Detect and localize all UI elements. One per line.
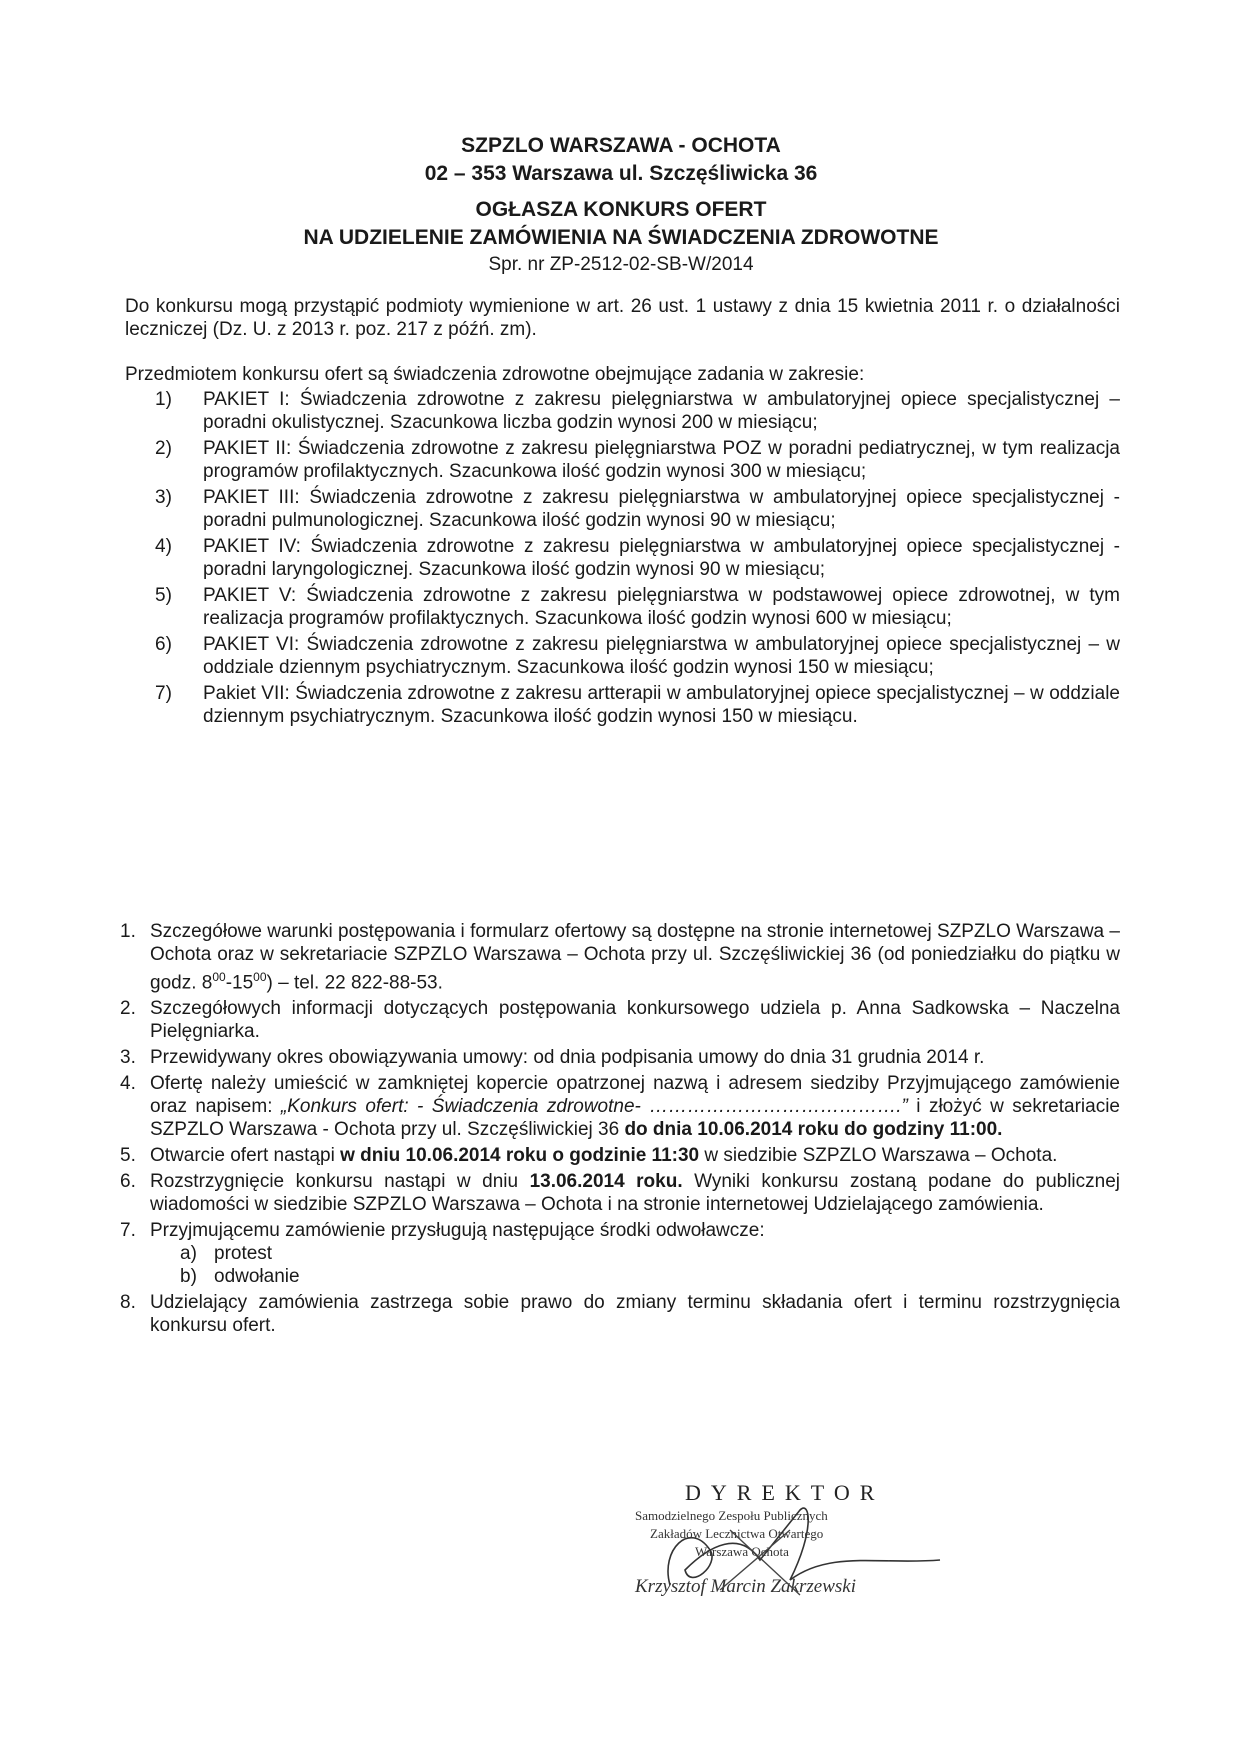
rule-number: 7. [120, 1220, 136, 1242]
institution-name: SZPZLO WARSZAWA - OCHOTA [461, 134, 781, 157]
rule-text: Przyjmującemu zamówienie przysługują następujące środki odwoławcze: [150, 1220, 765, 1242]
rule-text: Przewidywany okres obowiązywania umowy: od dnia podpisania umowy do dnia 31 grudnia 2014 r. [150, 1047, 985, 1069]
institution-address: 02 – 353 Warszawa ul. Szczęśliwicka 36 [424, 162, 818, 185]
package-text: PAKIET VI: Świadczenia zdrowotne z zakresu pielęgniarstwa w ambulatoryjnej opiece specjalistycznej – w oddziale dziennym psychiatrycznym. Szacunkowa ilość godzin wynosi 150 w miesiącu; [203, 634, 1120, 678]
header-announcement [0, 196, 1242, 252]
package-number: 1) [155, 389, 172, 410]
rule-number: 2. [120, 998, 136, 1020]
opening-date: w dniu 10.06.2014 roku o godzinie 11:30 [340, 1145, 700, 1167]
appeal-letter: a) [180, 1243, 197, 1265]
package-list [125, 388, 1120, 731]
rule-number: 3. [120, 1047, 136, 1069]
package-text: PAKIET IV: Świadczenia zdrowotne z zakresu pielęgniarstwa w ambulatoryjnej opiece specjalistycznej -poradni laryngologicznej. Szacunkowa ilość godzin wynosi 90 w miesiącu; [203, 536, 1120, 580]
subject-intro: Przedmiotem konkursu ofert są świadczenia zdrowotne obejmujące zadania w zakresie: [125, 364, 865, 385]
rule-text: i złożyć w sekretariacie SZPZLO Warszawa - Ochota przy ul. Szczęśliwickiej 36 [150, 1096, 1120, 1141]
package-number: 2) [155, 438, 172, 459]
package-number: 4) [155, 536, 172, 557]
package-number: 7) [155, 683, 172, 704]
header-institution [0, 132, 1242, 188]
case-reference: Spr. nr ZP-2512-02-SB-W/2014 [488, 254, 754, 275]
package-text: PAKIET II: Świadczenia zdrowotne z zakresu pielęgniarstwa POZ w poradni pediatrycznej, w tym realizacja programów profilaktycznych. Szacunkowa ilość godzin wynosi 300 w miesiącu; [203, 438, 1120, 482]
rule-text: ) – tel. 22 822-88-53. [266, 972, 443, 994]
package-text: Pakiet VII: Świadczenia zdrowotne z zakresu artterapii w ambulatoryjnej opiece specjalistycznej – w oddziale dziennym psychiatrycznym. Szacunkowa ilość godzin wynosi 150 w miesiącu. [203, 683, 1120, 727]
package-text: PAKIET III: Świadczenia zdrowotne z zakresu pielęgniarstwa w ambulatoryjnej opiece specjalistycznej -poradni pulmunologicznej. Szacunkowa ilość godzin wynosi 90 w miesiącu; [203, 487, 1120, 531]
rule-text: -15 [225, 972, 254, 994]
envelope-label: „Konkurs ofert: - Świadczenia zdrowotne- ………………………………….” [280, 1096, 908, 1118]
resolution-date: 13.06.2014 roku. [529, 1171, 683, 1193]
hour-superscript: 00 [212, 970, 226, 984]
package-number: 5) [155, 585, 172, 606]
appeal-item [180, 1242, 1120, 1265]
rule-number: 5. [120, 1145, 136, 1167]
stamp-line: Samodzielnego Zespołu Publicznych [635, 1508, 828, 1523]
package-number: 6) [155, 634, 172, 655]
rule-number: 6. [120, 1171, 136, 1193]
rule-number: 1. [120, 921, 136, 942]
rule-item [120, 1072, 1120, 1141]
package-text: PAKIET V: Świadczenia zdrowotne z zakresu pielęgniarstwa w podstawowej opiece zdrowotnej, w tym realizacja programów profilaktycznych. Szacunkowa ilość godzin wynosi 600 w miesiącu; [203, 585, 1120, 629]
package-item [125, 633, 1120, 679]
rule-text: Otwarcie ofert nastąpi [150, 1145, 341, 1167]
appeal-list [150, 1242, 1120, 1288]
appeal-letter: b) [180, 1266, 197, 1288]
stamp-title: DYREKTOR [685, 1480, 885, 1505]
stamp-line: Zakładów Lecznictwa Otwartego [650, 1526, 824, 1541]
package-item [125, 437, 1120, 483]
package-text: PAKIET I: Świadczenia zdrowotne z zakresu pielęgniarstwa w ambulatoryjnej opiece specjalistycznej – poradni okulistycznej. Szacunkowa liczba godzin wynosi 200 w miesiącu; [203, 389, 1120, 433]
rules-list [120, 920, 1120, 1340]
announcement-subtitle: NA UDZIELENIE ZAMÓWIENIA NA ŚWIADCZENIA ZDROWOTNE [303, 226, 939, 249]
package-item [125, 535, 1120, 581]
rule-item [120, 1144, 1120, 1167]
rule-text: Szczegółowe warunki postępowania i formularz ofertowy są dostępne na stronie internetowej SZPZLO Warszawa – Ochota oraz w sekretariacie SZPZLO Warszawa – Ochota przy ul. Szczęśliwickiej 36 (od poniedziałku do piątku w godz. 8 [150, 921, 1120, 994]
rule-text: Ofertę należy umieścić w zamkniętej kopercie opatrzonej nazwą i adresem siedziby Przyjmującego zamówienie oraz napisem: [150, 1073, 1120, 1118]
rule-item [120, 1170, 1120, 1216]
appeal-text: protest [214, 1243, 273, 1265]
package-number: 3) [155, 487, 172, 508]
rule-text: Wyniki konkursu zostaną podane do publicznej wiadomości w siedzibie SZPZLO Warszawa – Ochota i na stronie internetowej Udzielającego zamówienia. [150, 1171, 1120, 1216]
appeal-text: odwołanie [214, 1266, 300, 1288]
package-item [125, 486, 1120, 532]
rule-text: Szczegółowych informacji dotyczących postępowania konkursowego udziela p. Anna Sadkowska – Naczelna Pielęgniarka. [150, 998, 1120, 1043]
announcement-title: OGŁASZA KONKURS OFERT [475, 198, 767, 221]
hour-superscript: 00 [253, 970, 267, 984]
rule-item [120, 1219, 1120, 1288]
rule-text: Udzielający zamówienia zastrzega sobie prawo do zmiany terminu składania ofert i terminu rozstrzygnięcia konkursu ofert. [150, 1292, 1120, 1337]
rule-text: w siedzibie SZPZLO Warszawa – Ochota. [699, 1145, 1058, 1167]
rule-number: 8. [120, 1292, 136, 1314]
rule-item [120, 1291, 1120, 1337]
rule-number: 4. [120, 1073, 136, 1095]
rule-item [120, 997, 1120, 1043]
rule-item [120, 1046, 1120, 1069]
package-item [125, 388, 1120, 434]
package-item [125, 682, 1120, 728]
intro-paragraph: Do konkursu mogą przystąpić podmioty wymienione w art. 26 ust. 1 ustawy z dnia 15 kwietnia 2011 r. o działalności leczniczej (Dz. U. z 2013 r. poz. 217 z późń. zm). [125, 296, 1120, 340]
rule-item [120, 920, 1120, 994]
package-item [125, 584, 1120, 630]
stamp-director-name: Krzysztof Marcin Zakrzewski [635, 1576, 856, 1597]
deadline: do dnia 10.06.2014 roku do godziny 11:00. [624, 1119, 1003, 1141]
handwritten-signature [650, 1490, 950, 1610]
appeal-item [180, 1265, 1120, 1288]
stamp-line: Warszawa Ochota [695, 1544, 789, 1559]
rule-text: Rozstrzygnięcie konkursu nastąpi w dniu [150, 1171, 530, 1193]
